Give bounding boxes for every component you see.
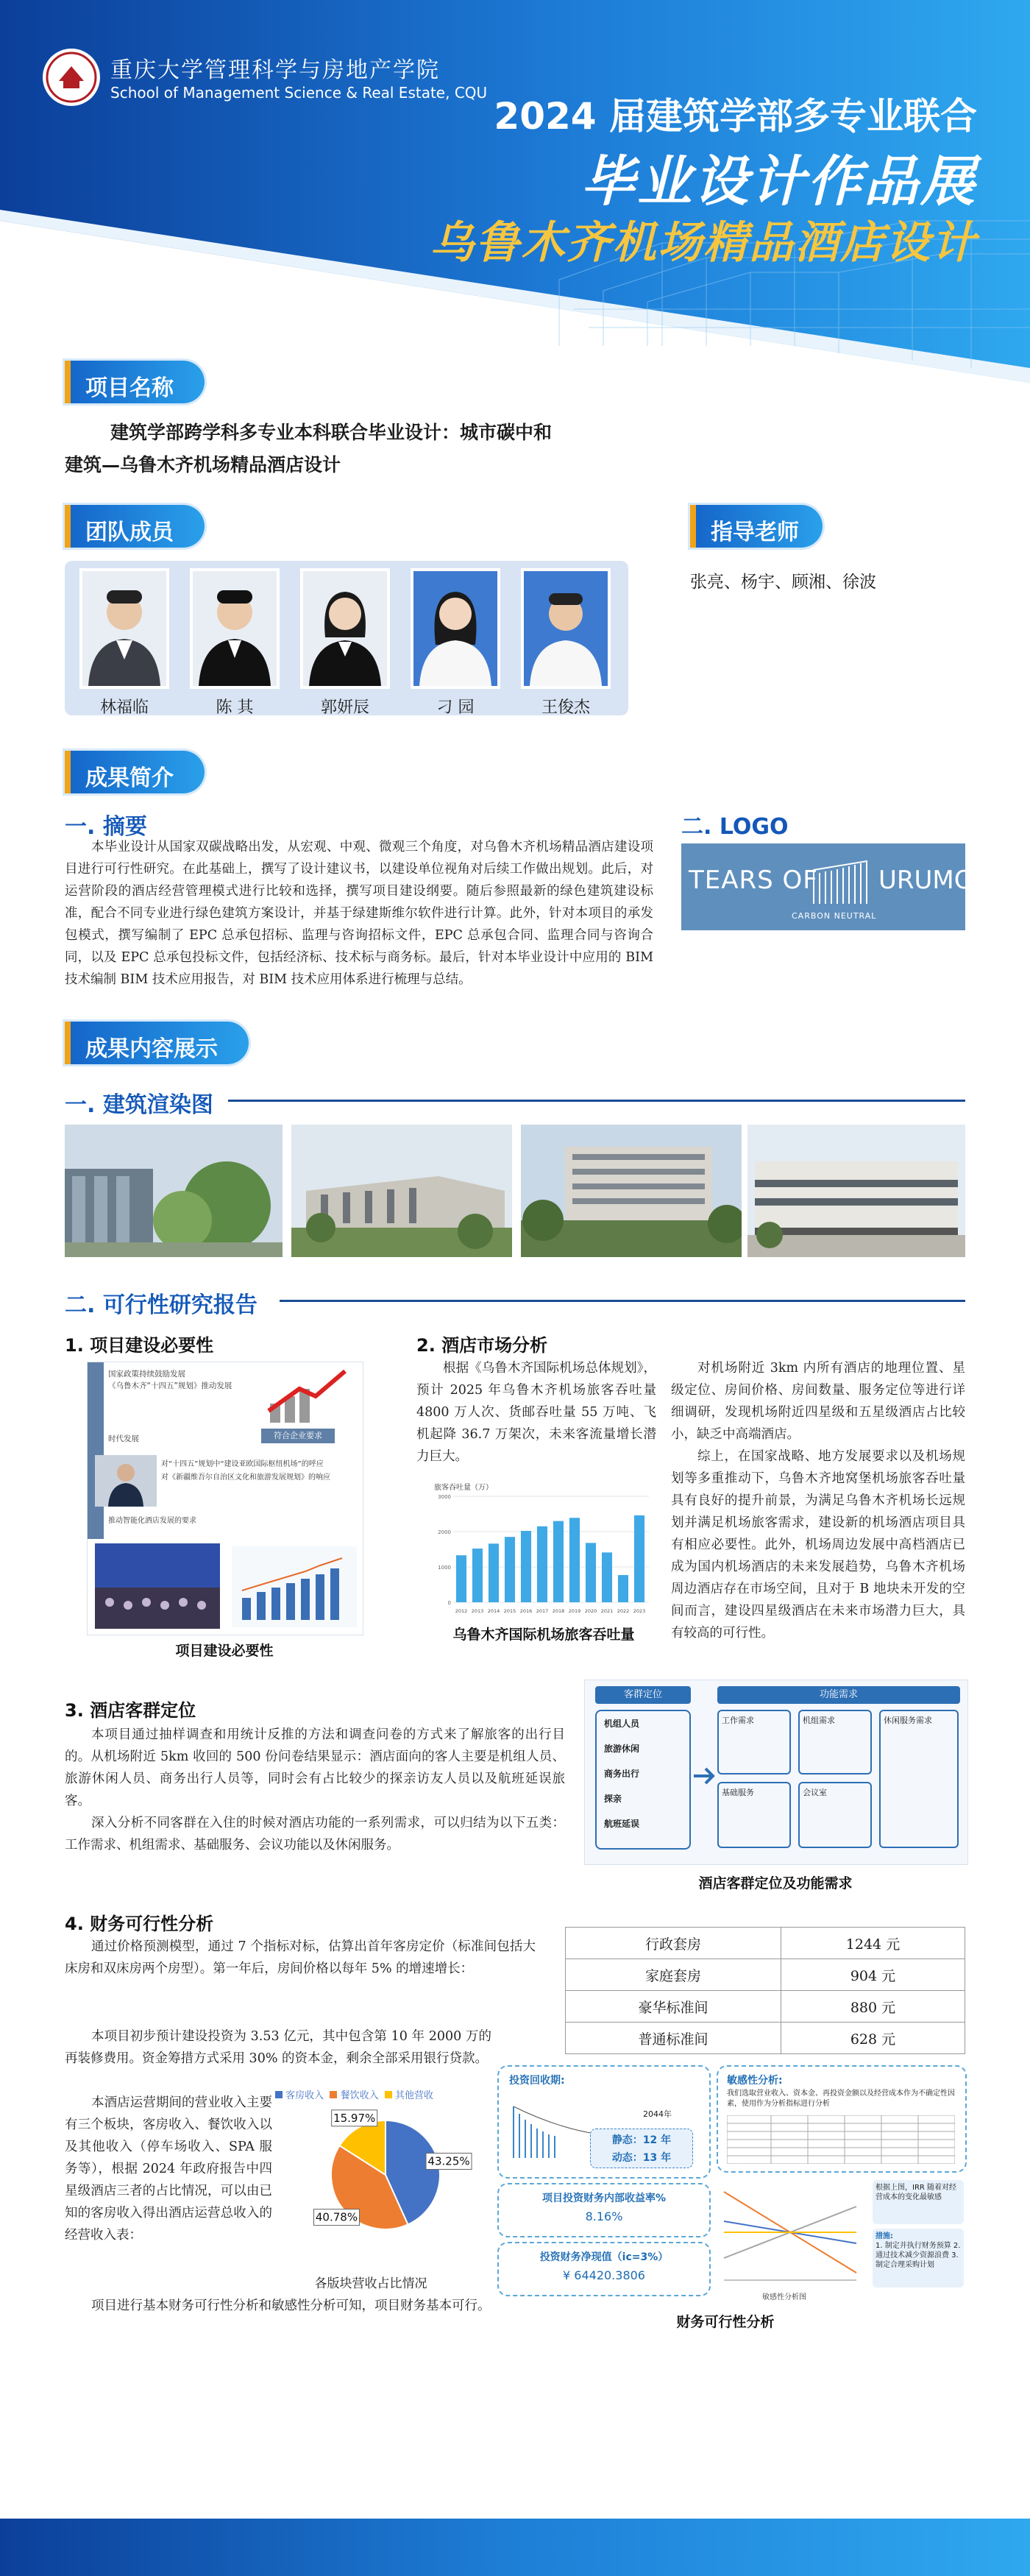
positioning-diagram	[584, 1680, 968, 1865]
title-line-2: 毕业设计作品展	[580, 150, 977, 213]
bar	[634, 1515, 644, 1602]
school-emblem-icon	[43, 49, 100, 106]
project-name-tag	[65, 361, 205, 403]
room-price: 1244 元	[781, 1928, 965, 1959]
pie-caption: 各版块营收占比情况	[314, 2276, 427, 2291]
throughput-caption: 乌鲁木齐国际机场旅客吞吐量	[452, 1627, 635, 1643]
logo-text-right: URUMQI	[878, 866, 981, 895]
display-tag	[65, 1022, 249, 1064]
project-logo	[681, 843, 981, 930]
room-type: 普通标准间	[566, 2023, 781, 2054]
project-name-line-2: 建筑—乌鲁木齐机场精品酒店设计	[65, 454, 341, 475]
throughput-chart-svg	[434, 1492, 652, 1617]
necessity-img-item: 对“十四五”规划中“建设亚欧国际枢纽机场”的呼应	[161, 1460, 324, 1468]
growth-arrow-icon	[263, 1367, 357, 1426]
necessity-img-item: 时代发展	[108, 1434, 139, 1443]
building-logo-icon	[811, 855, 870, 907]
finance-analysis-figure	[497, 2065, 965, 2308]
school-name-en: School of Management Science & Real Estate, CQU	[110, 84, 488, 102]
member-name: 王俊杰	[541, 698, 590, 717]
school-name-cn: 重庆大学管理科学与房地产学院	[110, 57, 440, 83]
necessity-img-item: 符合企业要求	[261, 1429, 335, 1443]
necessity-img-item: 对《新疆维吾尔自治区文化和旅游发展规划》的响应	[161, 1473, 330, 1482]
payback-dynamic: 动态：13 年	[611, 2152, 672, 2164]
x-tick-label: 2019	[568, 1608, 581, 1614]
member-photo	[300, 568, 390, 689]
x-tick-label: 2017	[536, 1608, 549, 1614]
diagram-right-title: 功能需求	[717, 1686, 960, 1704]
room-type: 豪华标准间	[566, 1991, 781, 2023]
team-member-1	[79, 568, 169, 718]
payback-box	[497, 2065, 711, 2179]
diagram-need: 机组需求	[798, 1710, 872, 1774]
x-tick-label: 2022	[617, 1608, 630, 1614]
positioning-caption: 酒店客群定位及功能需求	[698, 1875, 853, 1892]
bar	[537, 1526, 547, 1602]
legend-swatch	[385, 2091, 392, 2098]
member-name: 郭妍辰	[320, 698, 369, 717]
x-tick-label: 2020	[584, 1608, 597, 1614]
bar	[553, 1521, 564, 1602]
y-tick-label: 1000	[438, 1565, 451, 1571]
sensitivity-note: 根据上图，IRR 随着对经营成本的变化最敏感	[873, 2180, 964, 2224]
title-line-1: 2024 届建筑学部多专业联合	[494, 95, 977, 138]
irr-value: 8.16%	[585, 2209, 623, 2223]
logo-text-left: TEARS OF	[689, 866, 818, 895]
legend-swatch	[275, 2091, 283, 2098]
legend-swatch	[330, 2091, 337, 2098]
table-row	[566, 1959, 965, 1991]
necessity-heading: 1. 项目建设必要性	[65, 1335, 214, 1356]
measures-text: 1. 制定并执行财务预算 2. 通过技术减少资源浪费 3. 制定合理采购计划	[876, 2242, 961, 2269]
npv-title: 投资财务净现值（ic=3%）	[539, 2251, 669, 2263]
finance-text-d: 项目进行基本财务可行性分析和敏感性分析可知，项目财务基本可行。	[91, 2299, 491, 2313]
summary-tag-label: 成果简介	[85, 765, 174, 791]
npv-value: ¥ 64420.3806	[563, 2268, 645, 2282]
abstract-text: 本毕业设计从国家双碳战略出发，从宏观、中观、微观三个角度，对乌鲁木齐机场精品酒店建设项目进行可行性研究。在此基础上，撰写了设计建议书，以建设单位视角对后续工作做出规划。此后，对运营阶段的酒店经营管理模式进行比较和选择，撰写项目建设纲要。随后参照最新的绿色建筑建设标准，配合不同专业进行绿色建筑方案设计，并基于绿建斯维尔软件进行计算。此外，针对本项目的承发包模式，撰写编制了 EPC 总承包招标、监理与咨询招标文件，EPC 总承包合同、监理合同与咨询合同，以及 EPC 总承包投标文件，包括经济标、技术标与商务标。最后，针对本毕业设计中应用的 BIM 技术编制 BIM 技术应用报告，对 BIM 技术应用体系进行梳理与总结。	[65, 840, 653, 987]
member-name: 林福临	[99, 698, 149, 717]
npv-box	[497, 2242, 711, 2296]
bar	[505, 1537, 515, 1602]
necessity-figure	[87, 1362, 363, 1635]
header-banner	[0, 0, 1030, 383]
y-tick-label: 3000	[438, 1494, 451, 1500]
room-type: 行政套房	[566, 1928, 781, 1959]
x-tick-label: 2013	[471, 1608, 484, 1614]
necessity-img-item: 推动智能化酒店发展的要求	[108, 1517, 196, 1525]
market-heading: 2. 酒店市场分析	[416, 1335, 548, 1356]
advisors-tag	[690, 505, 823, 548]
render-image-1	[65, 1125, 283, 1257]
table-row	[566, 1928, 965, 1959]
pie-label: 43.25%	[427, 2154, 470, 2168]
team-member-5	[521, 568, 611, 718]
x-tick-label: 2021	[600, 1608, 614, 1614]
render-image-3	[521, 1125, 742, 1257]
bar	[618, 1575, 628, 1602]
diagram-group: 旅游休闲	[604, 1744, 640, 1754]
project-name-tag-label: 项目名称	[85, 375, 174, 401]
member-name: 刁 园	[436, 698, 475, 717]
x-tick-label: 2023	[633, 1608, 646, 1614]
diagram-need: 休闲服务需求	[879, 1710, 959, 1848]
legend-label: 客房收入	[285, 2090, 324, 2101]
abstract-heading: 一. 摘要	[65, 814, 147, 840]
irr-title: 项目投资财务内部收益率%	[541, 2193, 667, 2204]
payback-year: 2044年	[643, 2109, 672, 2119]
y-tick-label: 2000	[438, 1529, 451, 1535]
room-price-table	[565, 1927, 965, 2054]
summary-tag	[65, 751, 205, 793]
market-text-a: 根据《乌鲁木齐国际机场总体规划》，预计 2025 年乌鲁木齐机场旅客吞吐量 4800 万人次、货邮吞吐量 55 万吨、飞机起降 36.7 万架次，未来客流量增长潜力巨大。	[416, 1361, 656, 1464]
bar	[521, 1531, 531, 1602]
bar	[489, 1543, 499, 1602]
conference-photo	[95, 1543, 220, 1629]
feasibility-heading-rule	[280, 1300, 965, 1302]
diagram-need: 会议室	[798, 1782, 872, 1848]
payback-title: 投资回收期:	[509, 2075, 565, 2087]
finance-analysis-caption: 财务可行性分析	[676, 2314, 775, 2330]
bar	[569, 1518, 580, 1602]
diagram-group: 商务出行	[604, 1769, 640, 1779]
market-text-c: 综上，在国家战略、地方发展要求以及机场规划等多重推动下，乌鲁木齐地窝堡机场旅客吞吐量具有良好的提升前景，为满足乌鲁木齐机场长远规划并满足机场旅客需求，建设新的机场酒店项目具有相应必要性。此外，机场周边发展中高档酒店已成为国内机场酒店的未来发展趋势，乌鲁木齐机场周边酒店存在市场空间，且对于 B 地块未开发的空间而言，建设四星级酒店在未来市场潜力巨大，具有较高的可行性。	[671, 1449, 965, 1641]
throughput-chart-title: 旅客吞吐量（万）	[434, 1484, 493, 1492]
team-member-3	[300, 568, 390, 718]
pie-legend	[275, 2087, 496, 2101]
positioning-text-b: 深入分析不同客群在入住的时候对酒店功能的一系列需求，可以归结为以下五类：工作需求、机组需求、基础服务、会议功能以及休闲服务。	[65, 1816, 565, 1853]
payback-static: 静态：12 年	[611, 2134, 672, 2146]
revenue-pie-svg	[275, 2101, 496, 2256]
table-row	[566, 2023, 965, 2054]
measures-title: 措施:	[876, 2232, 893, 2240]
legend-label: 其他营收	[394, 2090, 433, 2101]
sensitivity-table	[727, 2115, 955, 2164]
pie-label: 15.97%	[333, 2111, 376, 2125]
member-photo	[411, 568, 500, 689]
x-tick-label: 2014	[487, 1608, 500, 1614]
logo-subtext: CARBON NEUTRAL	[792, 911, 877, 921]
irr-box	[497, 2183, 711, 2237]
diagram-arrow-icon	[692, 1754, 717, 1798]
school-logo	[43, 49, 100, 106]
diagram-left-title: 客群定位	[595, 1686, 691, 1704]
throughput-chart	[434, 1481, 652, 1620]
render-heading: 一. 建筑渲染图	[65, 1092, 213, 1118]
finance-text-a: 通过价格预测模型，通过 7 个指标对标，估算出首年客房定价（标准间包括大床房和双床房两个房型）。第一年后，房间价格以每年 5% 的增速增长：	[65, 1939, 536, 1976]
x-tick-label: 2016	[519, 1608, 533, 1614]
finance-text-b: 本项目初步预计建设投资为 3.53 亿元，其中包含第 10 年 2000 万的再装修费用。资金筹措方式采用 30% 的资本金，剩余全部采用银行贷款。	[65, 2029, 491, 2066]
market-text-b: 对机场附近 3km 内所有酒店的地理位置、星级定位、房间价格、房间数量、服务定位等进行详细调研，发现机场附近四星级和五星级酒店占比较小，缺乏中高端酒店。	[671, 1361, 965, 1442]
room-price: 628 元	[781, 2023, 965, 2054]
revenue-pie-chart	[275, 2087, 496, 2279]
member-photo	[79, 568, 169, 689]
sensitivity-box	[717, 2065, 967, 2173]
necessity-img-item: 国家政策持续鼓励发展	[108, 1370, 185, 1379]
legend-label: 餐饮收入	[340, 2090, 379, 2101]
project-name-line-1: 建筑学部跨学科多专业本科联合毕业设计：城市碳中和	[110, 422, 553, 443]
advisor-names: 张亮、杨宇、顾湘、徐波	[690, 573, 876, 592]
diagram-group: 航班延误	[604, 1819, 640, 1829]
project-name	[65, 417, 697, 481]
speaker-photo	[95, 1455, 157, 1507]
display-tag-label: 成果内容展示	[85, 1036, 218, 1062]
sensitivity-chart-label: 敏感性分析图	[762, 2293, 806, 2301]
sensitivity-text: 我们选取营业收入、资本金、再投资金额以及经营成本作为不确定性因素，使用作为分析指标进行分析	[727, 2090, 955, 2108]
table-row	[566, 1991, 965, 2023]
diagram-needs	[717, 1710, 960, 1850]
bar	[472, 1549, 483, 1602]
necessity-mini-chart	[232, 1546, 357, 1627]
finance-heading: 4. 财务可行性分析	[65, 1914, 214, 1934]
finance-text-c: 本酒店运营期间的营业收入主要有三个板块，客房收入、餐饮收入以及其他收入（停车场收入、SPA 服务等），根据 2024 年政府报告中四星级酒店三者的占比情况，可以由已知的客房收入得出酒店运营总收入的经营收入表：	[65, 2095, 272, 2243]
team-member-2	[190, 568, 280, 718]
member-name: 陈 其	[216, 698, 254, 717]
necessity-caption: 项目建设必要性	[175, 1643, 274, 1659]
pie-label: 40.78%	[315, 2210, 358, 2224]
member-photo	[521, 568, 611, 689]
diagram-need: 工作需求	[717, 1710, 791, 1774]
bar	[456, 1555, 466, 1602]
logo-heading: 二. LOGO	[681, 814, 789, 840]
team-member-4	[411, 568, 500, 718]
positioning-heading: 3. 酒店客群定位	[65, 1700, 196, 1721]
advisors-tag-label: 指导老师	[711, 520, 799, 545]
room-price: 880 元	[781, 1991, 965, 2023]
y-tick-label: 0	[447, 1600, 451, 1606]
diagram-groups	[595, 1710, 691, 1850]
room-type: 家庭套房	[566, 1959, 781, 1991]
title-line-3: 乌鲁木齐机场精品酒店设计	[430, 217, 977, 269]
necessity-img-item: 《乌鲁木齐“十四五”规划》推动发展	[108, 1381, 232, 1390]
render-image-2	[291, 1125, 512, 1257]
x-tick-label: 2012	[455, 1608, 468, 1614]
diagram-group: 机组人员	[604, 1719, 640, 1729]
payback-values	[590, 2129, 693, 2168]
team-tag-label: 团队成员	[85, 520, 174, 545]
member-photo	[190, 568, 280, 689]
measures-box	[873, 2229, 964, 2287]
sensitivity-chart	[717, 2177, 864, 2287]
diagram-need: 基础服务	[717, 1782, 791, 1848]
diagram-group: 探亲	[604, 1794, 622, 1804]
room-price: 904 元	[781, 1959, 965, 1991]
x-tick-label: 2018	[552, 1608, 565, 1614]
team-tag	[65, 505, 205, 548]
sensitivity-title: 敏感性分析:	[727, 2075, 783, 2087]
render-image-4	[747, 1125, 965, 1257]
feasibility-heading: 二. 可行性研究报告	[65, 1292, 258, 1318]
x-tick-label: 2015	[503, 1608, 516, 1614]
footer-band	[0, 2519, 1030, 2576]
render-heading-rule	[228, 1100, 965, 1102]
bar	[602, 1552, 612, 1602]
bar	[586, 1543, 596, 1602]
positioning-text-a: 本项目通过抽样调查和用统计反推的方法和调查问卷的方式来了解旅客的出行目的。从机场附近 5km 收回的 500 份问卷结果显示：酒店面向的客人主要是机组人员、旅游休闲人员、商务出行人员等，同时会有占比较少的探亲访友人员以及航班延误旅客。	[65, 1727, 565, 1808]
